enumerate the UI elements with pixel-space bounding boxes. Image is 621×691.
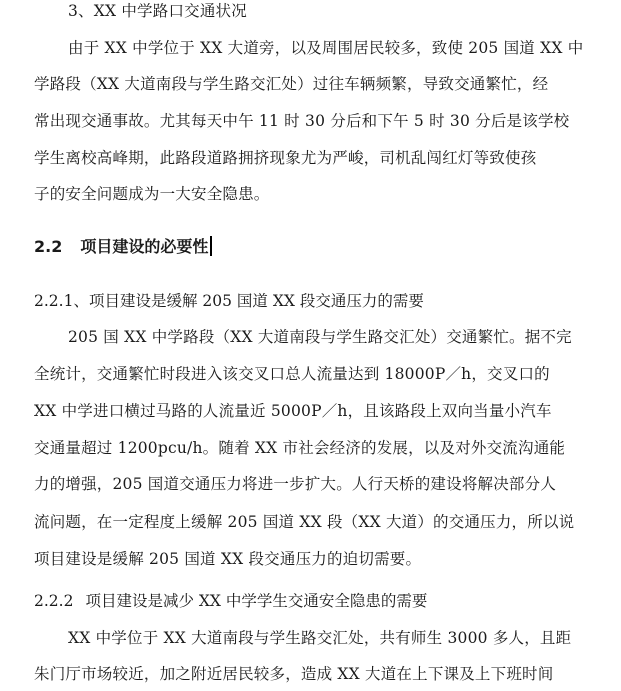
paragraph-line: XX 中学进口横过马路的人流量近 5000P／h，且该路段上双向当量小汽车 xyxy=(34,402,552,420)
paragraph-line: 学生离校高峰期，此路段道路拥挤现象尤为严峻，司机乱闯红灯等致使孩 xyxy=(34,149,537,167)
section-3-title: 3、XX 中学路口交通状况 xyxy=(68,2,247,20)
paragraph-line: 朱门厅市场较近，加之附近居民较多，造成 XX 大道在上下课及上下班时间 xyxy=(34,665,554,683)
paragraph-line: 交通量超过 1200pcu/h。随着 XX 市社会经济的发展，以及对外交流沟通能 xyxy=(34,439,566,457)
paragraph-line: 力的增强，205 国道交通压力将进一步扩大。人行天桥的建设将解决部分人 xyxy=(34,475,557,493)
subheading-2-2-1-number: 2.2.1、 xyxy=(34,292,89,310)
paragraph-line: XX 中学位于 XX 大道南段与学生路交汇处，共有师生 3000 多人，且距 xyxy=(68,629,572,647)
paragraph-line: 项目建设是缓解 205 国道 XX 段交通压力的迫切需要。 xyxy=(34,550,422,568)
paragraph-line: 由于 XX 中学位于 XX 大道旁，以及周围居民较多，致使 205 国道 XX 中 xyxy=(68,39,584,57)
paragraph-line: 205 国 XX 中学路段（XX 大道南段与学生路交汇处）交通繁忙。据不完 xyxy=(68,328,572,346)
heading-2-2-title: 项目建设的必要性 xyxy=(80,237,209,256)
heading-2-2[interactable] xyxy=(34,236,212,258)
subheading-2-2-2-number: 2.2.2 xyxy=(34,592,74,610)
text-cursor xyxy=(210,236,212,256)
paragraph-line: 流问题，在一定程度上缓解 205 国道 XX 段（XX 大道）的交通压力，所以说 xyxy=(34,513,575,531)
subheading-2-2-1 xyxy=(34,290,424,312)
paragraph-line: 全统计，交通繁忙时段进入该交叉口总人流量达到 18000P／h，交叉口的 xyxy=(34,365,550,383)
paragraph-line: 子的安全问题成为一大安全隐患。 xyxy=(34,185,270,203)
paragraph-line: 学路段（XX 大道南段与学生路交汇处）过往车辆频繁，导致交通繁忙，经 xyxy=(34,75,549,93)
subheading-2-2-2 xyxy=(34,590,427,612)
heading-2-2-number: 2.2 xyxy=(34,237,63,256)
subheading-2-2-1-title: 项目建设是缓解 205 国道 XX 段交通压力的需要 xyxy=(88,292,424,310)
subheading-2-2-2-title: 项目建设是减少 XX 中学学生交通安全隐患的需要 xyxy=(85,592,428,610)
paragraph-line: 常出现交通事故。尤其每天中午 11 时 30 分后和下午 5 时 30 分后是该学校 xyxy=(34,112,570,130)
